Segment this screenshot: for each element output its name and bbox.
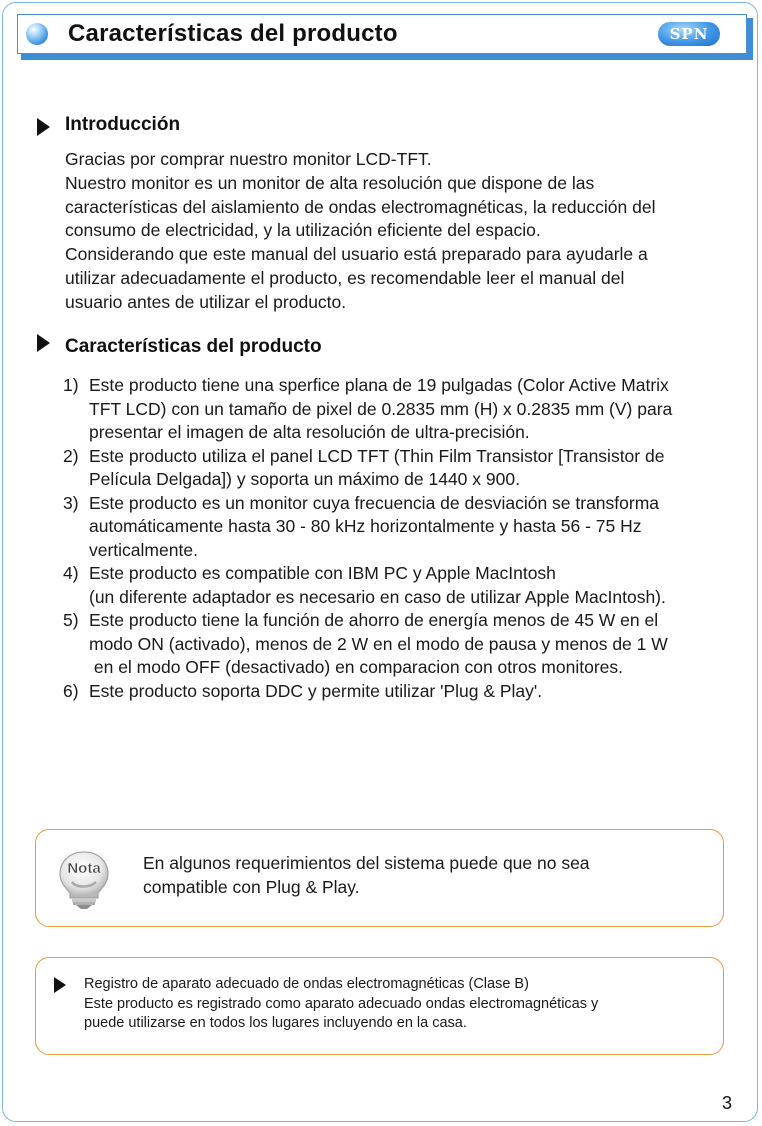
triangle-bullet-icon <box>37 334 50 352</box>
list-item-number: 6) <box>63 680 79 701</box>
list-item <box>63 609 758 680</box>
page-title: Características del producto <box>68 20 398 47</box>
list-item <box>63 445 758 492</box>
list-item-number: 1) <box>63 375 79 395</box>
list-item <box>63 492 758 563</box>
list-item-line: automáticamente hasta 30 - 80 kHz horizontalmente y hasta 56 - 75 Hz <box>89 516 642 536</box>
note-box <box>35 829 724 927</box>
registration-box <box>35 957 724 1055</box>
registration-line: puede utilizarse en todos los lugares incluyendo en la casa. <box>84 1015 467 1031</box>
note-icon-label: Nota <box>67 860 101 877</box>
note-line: compatible con Plug & Play. <box>143 876 360 897</box>
registration-line: Registro de aparato adecuado de ondas electromagnéticas (Clase B) <box>84 976 529 992</box>
list-item-number: 2) <box>63 445 79 466</box>
list-item-line: verticalmente. <box>89 539 198 560</box>
intro-line: usuario antes de utilizar el producto. <box>65 291 347 312</box>
intro-line: Considerando que este manual del usuario está preparado para ayudarle a <box>65 244 648 265</box>
intro-line: Nuestro monitor es un monitor de alta resolución que dispone de las <box>65 172 595 193</box>
list-item-number: 4) <box>63 563 79 583</box>
intro-heading: Introducción <box>65 114 181 135</box>
list-item-line: en el modo OFF (desactivado) en comparacion con otros monitores. <box>89 657 623 677</box>
list-item-line: Este producto tiene una sperfice plana de 19 pulgadas (Color Active Matrix <box>89 375 669 395</box>
list-item-line: Este producto soporta DDC y permite utilizar 'Plug & Play'. <box>89 680 543 701</box>
list-item-line: (un diferente adaptador es necesario en caso de utilizar Apple MacIntosh). <box>89 586 666 607</box>
intro-line: características del aislamiento de ondas electromagnéticas, la reducción del <box>65 196 656 217</box>
intro-paragraph <box>65 148 755 315</box>
list-item-line: presentar el imagen de alta resolución de ultra-precisión. <box>89 422 530 442</box>
list-item-number: 5) <box>63 610 79 630</box>
list-item-line: Este producto tiene la función de ahorro de energía menos de 45 W en el <box>89 610 659 630</box>
list-item <box>63 374 758 445</box>
note-text <box>143 852 683 899</box>
list-item-number: 3) <box>63 492 79 513</box>
list-item <box>63 562 758 609</box>
list-item-line: Película Delgada]) y soporta un máximo de 1440 x 900. <box>89 469 520 489</box>
registration-line: Este producto es registrado como aparato adecuado ondas electromagnéticas y <box>84 995 599 1012</box>
list-item-line: Este producto es un monitor cuya frecuencia de desviación se transforma <box>89 492 660 513</box>
triangle-bullet-icon <box>54 977 66 993</box>
blue-bullet-icon <box>26 23 48 45</box>
list-item-line: Este producto es compatible con IBM PC y Apple MacIntosh <box>89 563 556 583</box>
language-badge: SPN <box>658 22 720 46</box>
intro-line: Gracias por comprar nuestro monitor LCD-TFT. <box>65 149 432 169</box>
list-item-line: Este producto utiliza el panel LCD TFT (Thin Film Transistor [Transistor de <box>89 445 665 466</box>
list-item-line: modo ON (activado), menos de 2 W en el modo de pausa y menos de 1 W <box>89 633 668 654</box>
intro-line: consumo de electricidad, y la utilización eficiente del espacio. <box>65 220 541 241</box>
registration-text <box>84 975 704 1034</box>
features-heading: Características del producto <box>65 336 322 357</box>
note-line: En algunos requerimientos del sistema puede que no sea <box>143 853 590 873</box>
features-list <box>63 374 758 703</box>
list-item <box>63 680 758 704</box>
page-number: 3 <box>722 1093 733 1113</box>
list-item-line: TFT LCD) con un tamaño de pixel de 0.2835 mm (H) x 0.2835 mm (V) para <box>89 398 673 419</box>
page-header <box>17 14 747 54</box>
lightbulb-icon <box>54 846 114 910</box>
triangle-bullet-icon <box>37 118 50 136</box>
intro-line: utilizar adecuadamente el producto, es recomendable leer el manual del <box>65 267 625 288</box>
